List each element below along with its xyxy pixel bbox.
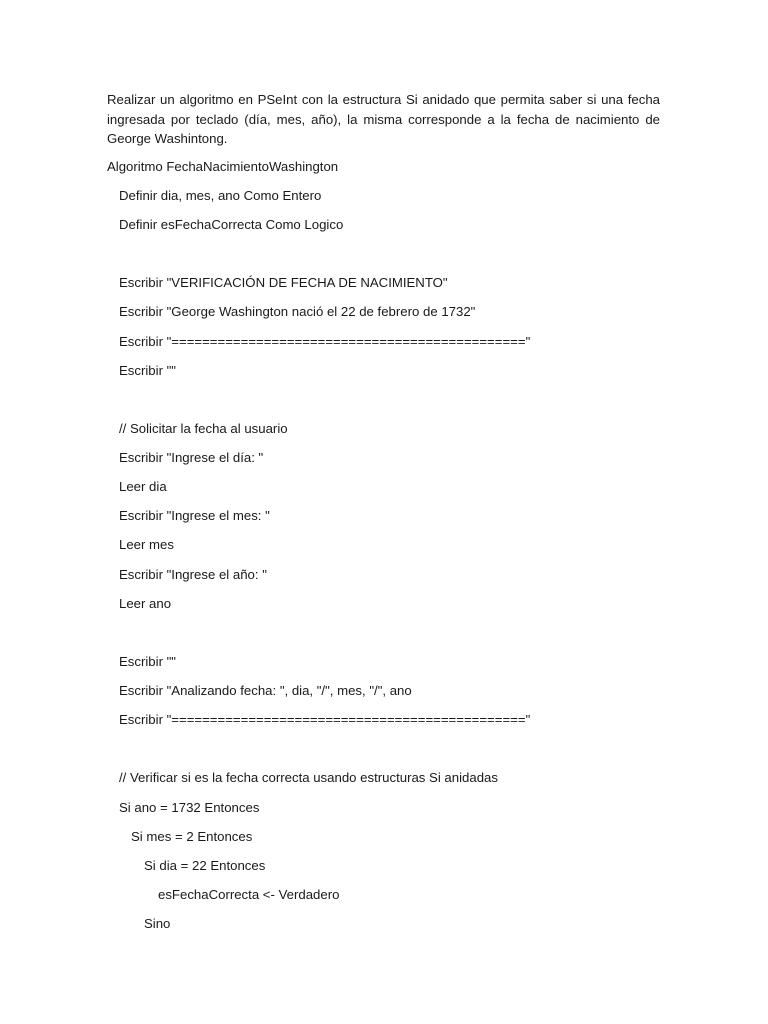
code-line-comment-request: // Solicitar la fecha al usuario [119, 421, 288, 436]
code-line-prompt-month: Escribir "Ingrese el mes: " [119, 508, 270, 523]
code-line-algorithm: Algoritmo FechaNacimientoWashington [107, 159, 339, 174]
code-line-print-title: Escribir "VERIFICACIÓN DE FECHA DE NACIMIENTO" [119, 275, 448, 290]
code-line-if-day: Si dia = 22 Entonces [144, 858, 266, 873]
code-line-print-info: Escribir "George Washington nació el 22 de febrero de 1732" [119, 304, 476, 319]
code-line-print-separator: Escribir "==============================================" [119, 334, 531, 349]
code-line-if-year: Si ano = 1732 Entonces [119, 800, 260, 815]
code-line-assign-true: esFechaCorrecta <- Verdadero [158, 887, 340, 902]
code-line-print-analysis: Escribir "Analizando fecha: ", dia, "/", mes, "/", ano [119, 683, 412, 698]
code-line-print-empty-2: Escribir "" [119, 654, 176, 669]
code-line-read-day: Leer dia [119, 479, 167, 494]
code-line-define-flag: Definir esFechaCorrecta Como Logico [119, 217, 344, 232]
problem-statement: Realizar un algoritmo en PSeInt con la estructura Si anidado que permita saber si una fecha ingresada por teclado (día, mes, año), la misma corresponde a la fecha de nacimiento de George Washintong. [107, 92, 660, 146]
code-line-read-year: Leer ano [119, 596, 172, 611]
code-line-print-separator-2: Escribir "==============================================" [119, 712, 531, 727]
code-line-else: Sino [144, 916, 171, 931]
code-line-comment-verify: // Verificar si es la fecha correcta usando estructuras Si anidadas [119, 770, 498, 785]
code-line-define-date-vars: Definir dia, mes, ano Como Entero [119, 188, 322, 203]
code-line-if-month: Si mes = 2 Entonces [131, 829, 253, 844]
code-line-read-month: Leer mes [119, 537, 174, 552]
code-line-print-empty: Escribir "" [119, 363, 176, 378]
code-line-prompt-year: Escribir "Ingrese el año: " [119, 567, 267, 582]
code-line-prompt-day: Escribir "Ingrese el día: " [119, 450, 264, 465]
